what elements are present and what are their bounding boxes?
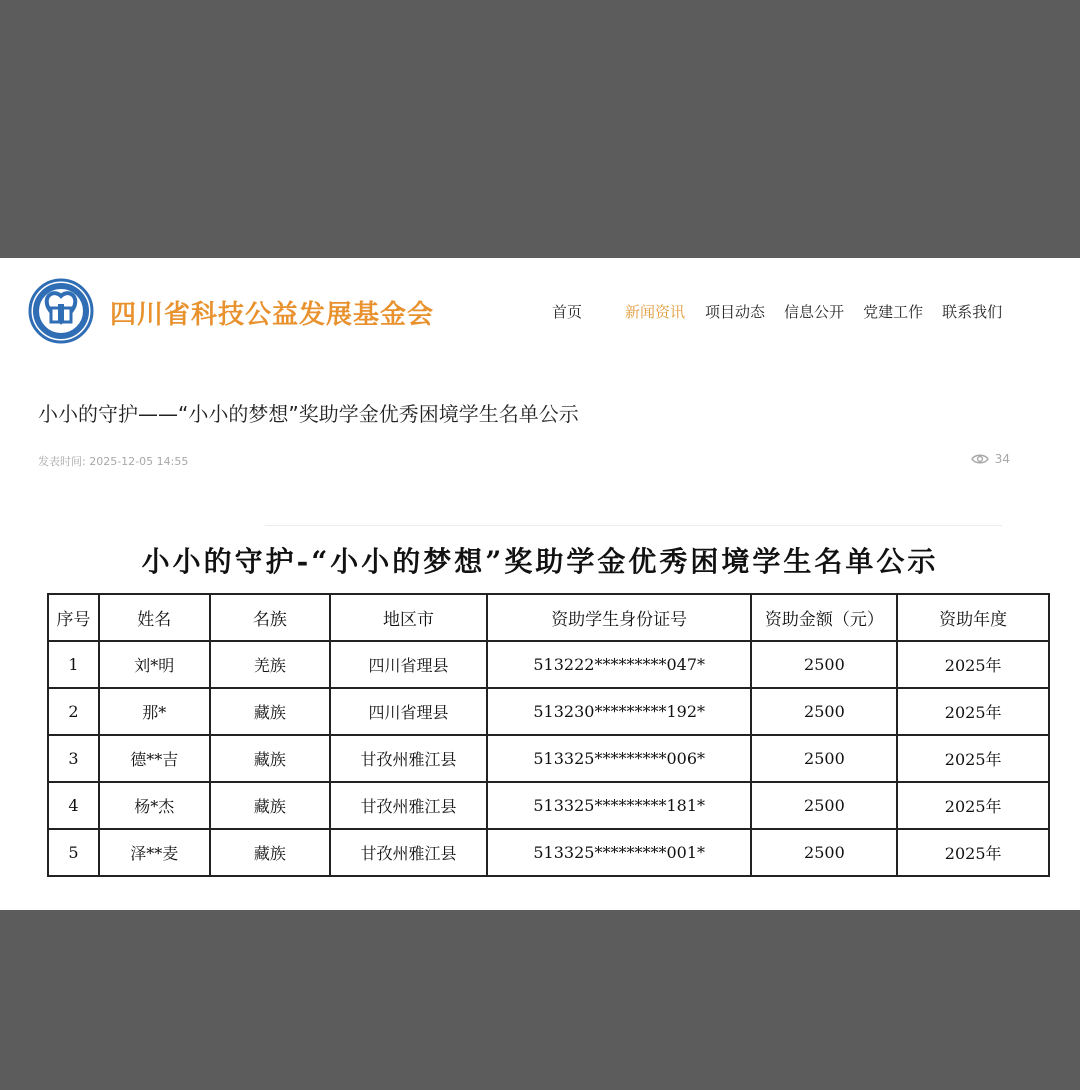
- table-header-row: [48, 594, 1049, 641]
- cell-year: 2025年: [897, 782, 1049, 829]
- nav-item-disclosure[interactable]: 信息公开: [784, 303, 845, 321]
- table-row: [48, 641, 1049, 688]
- col-header-year: 资助年度: [897, 594, 1049, 641]
- cell-ethnicity: 羌族: [210, 641, 331, 688]
- cell-index: 4: [48, 782, 99, 829]
- foundation-logo-icon[interactable]: [28, 278, 94, 344]
- cell-year: 2025年: [897, 829, 1049, 876]
- cell-region: 甘孜州雅江县: [330, 829, 487, 876]
- cell-id-number: 513222*********047*: [487, 641, 752, 688]
- cell-index: 3: [48, 735, 99, 782]
- content-divider: [265, 525, 1002, 526]
- nav-item-contact[interactable]: 联系我们: [942, 303, 1003, 321]
- col-header-id-number: 资助学生身份证号: [487, 594, 752, 641]
- cell-year: 2025年: [897, 688, 1049, 735]
- cell-amount: 2500: [751, 782, 897, 829]
- cell-region: 四川省理县: [330, 641, 487, 688]
- table-row: [48, 735, 1049, 782]
- cell-amount: 2500: [751, 641, 897, 688]
- document-title: 小小的守护-“小小的梦想”奖助学金优秀困境学生名单公示: [141, 545, 939, 578]
- web-page: [0, 258, 1080, 910]
- cell-ethnicity: 藏族: [210, 782, 331, 829]
- cell-name: 泽**麦: [99, 829, 210, 876]
- cell-amount: 2500: [751, 688, 897, 735]
- publish-label: 发表时间:: [38, 455, 86, 468]
- cell-amount: 2500: [751, 829, 897, 876]
- cell-name: 杨*杰: [99, 782, 210, 829]
- cell-id-number: 513325*********006*: [487, 735, 752, 782]
- col-header-amount: 资助金额（元）: [751, 594, 897, 641]
- col-header-ethnicity: 名族: [210, 594, 331, 641]
- view-count: [971, 452, 1010, 466]
- eye-icon: [971, 453, 989, 465]
- cell-year: 2025年: [897, 641, 1049, 688]
- cell-id-number: 513325*********001*: [487, 829, 752, 876]
- col-header-index: 序号: [48, 594, 99, 641]
- main-nav: [552, 301, 1002, 322]
- nav-item-projects[interactable]: 项目动态: [705, 303, 766, 321]
- student-list-table: [47, 593, 1050, 877]
- site-header: [0, 258, 1080, 368]
- nav-item-home[interactable]: 首页: [552, 303, 583, 321]
- nav-item-news[interactable]: 新闻资讯: [625, 303, 686, 321]
- cell-id-number: 513230*********192*: [487, 688, 752, 735]
- cell-index: 1: [48, 641, 99, 688]
- publish-time: 2025-12-05 14:55: [89, 455, 189, 468]
- view-count-value: 34: [994, 452, 1010, 466]
- cell-name: 刘*明: [99, 641, 210, 688]
- site-title[interactable]: 四川省科技公益发展基金会: [110, 300, 435, 330]
- cell-amount: 2500: [751, 735, 897, 782]
- cell-region: 甘孜州雅江县: [330, 735, 487, 782]
- table-row: [48, 782, 1049, 829]
- cell-index: 2: [48, 688, 99, 735]
- table-row: [48, 688, 1049, 735]
- publish-meta: [38, 453, 188, 469]
- cell-name: 那*: [99, 688, 210, 735]
- cell-ethnicity: 藏族: [210, 688, 331, 735]
- cell-year: 2025年: [897, 735, 1049, 782]
- cell-region: 四川省理县: [330, 688, 487, 735]
- cell-region: 甘孜州雅江县: [330, 782, 487, 829]
- cell-ethnicity: 藏族: [210, 735, 331, 782]
- article-title: 小小的守护——“小小的梦想”奖助学金优秀困境学生名单公示: [38, 402, 579, 426]
- col-header-region: 地区市: [330, 594, 487, 641]
- cell-index: 5: [48, 829, 99, 876]
- bottom-backdrop: [0, 910, 1080, 1090]
- table-row: [48, 829, 1049, 876]
- top-backdrop: [0, 0, 1080, 258]
- cell-name: 德**吉: [99, 735, 210, 782]
- nav-item-party[interactable]: 党建工作: [863, 303, 924, 321]
- cell-ethnicity: 藏族: [210, 829, 331, 876]
- cell-id-number: 513325*********181*: [487, 782, 752, 829]
- col-header-name: 姓名: [99, 594, 210, 641]
